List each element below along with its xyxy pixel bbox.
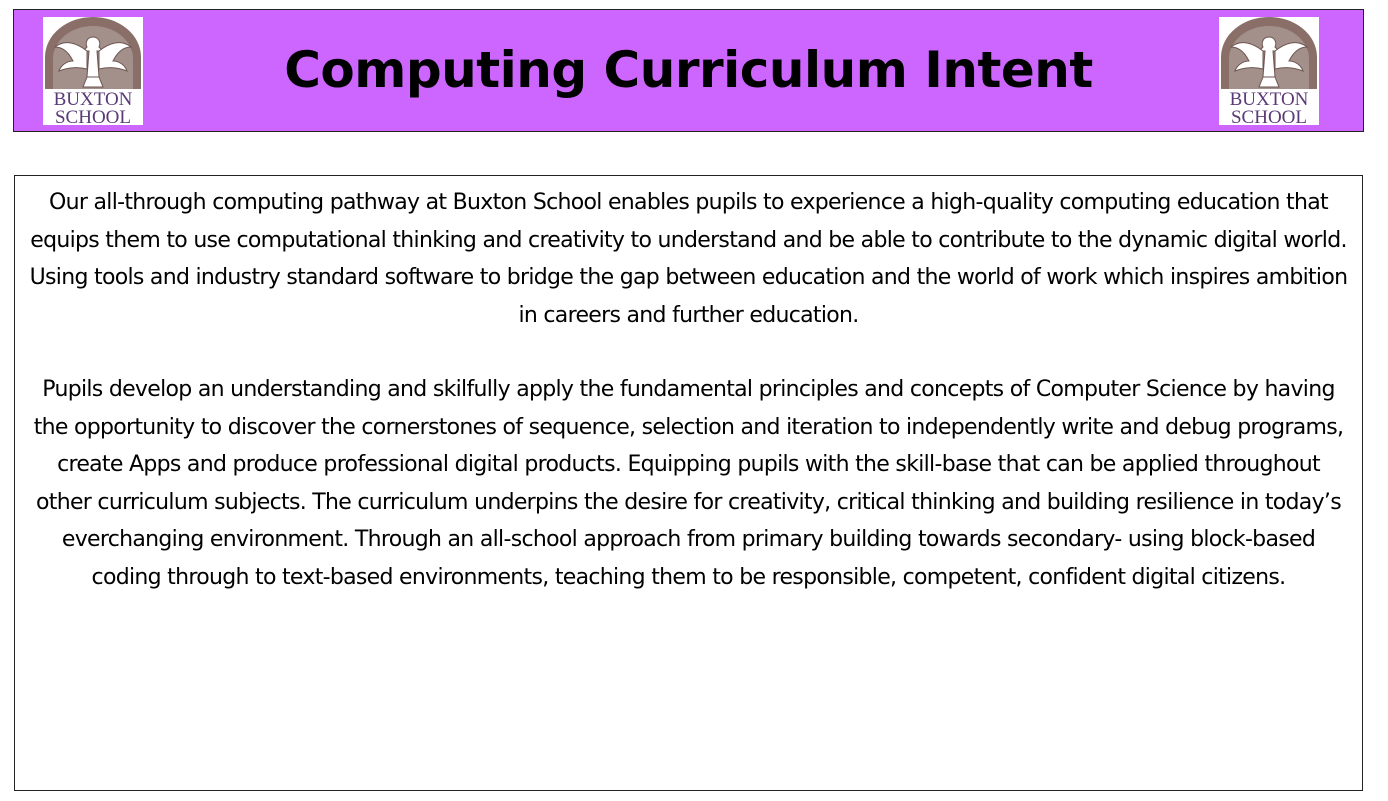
logo-text-line2: SCHOOL <box>54 107 132 125</box>
school-logo-right <box>1219 17 1319 125</box>
eagle-crest-icon <box>43 17 143 125</box>
header-banner <box>13 9 1364 132</box>
eagle-crest-icon <box>1219 17 1319 125</box>
school-logo-left <box>43 17 143 125</box>
logo-text-line1: BUXTON <box>1229 89 1309 110</box>
intent-paragraph-2: Pupils develop an understanding and skilfully apply the fundamental principles and concepts of Computer Science by having the opportunity to discover the cornerstones of sequence, selection and iteration to independently write and debug programs, create Apps and produce professional digital products. Equipping pupils with the skill-base that can be applied throughout other curriculum subjects. The curriculum underpins the desire for creativity, critical thinking and building resilience in today’s everchanging environment. Through an all-school approach from primary building towards secondary- using block-based coding through to text-based environments, teaching them to be responsible, competent, confident digital citizens. <box>33 377 1344 590</box>
logo-text-line2: SCHOOL <box>1230 107 1308 125</box>
logo-text-line1: BUXTON <box>53 89 133 110</box>
intent-paragraph-1: Our all-through computing pathway at Buxton School enables pupils to experience a high-quality computing education that equips them to use computational thinking and creativity to understand and be able to contribute to the dynamic digital world. Using tools and industry standard software to bridge the gap between education and the world of work which inspires ambition in careers and further education. <box>29 190 1348 328</box>
intent-text-box <box>14 175 1363 791</box>
page-title: Computing Curriculum Intent <box>284 41 1093 99</box>
